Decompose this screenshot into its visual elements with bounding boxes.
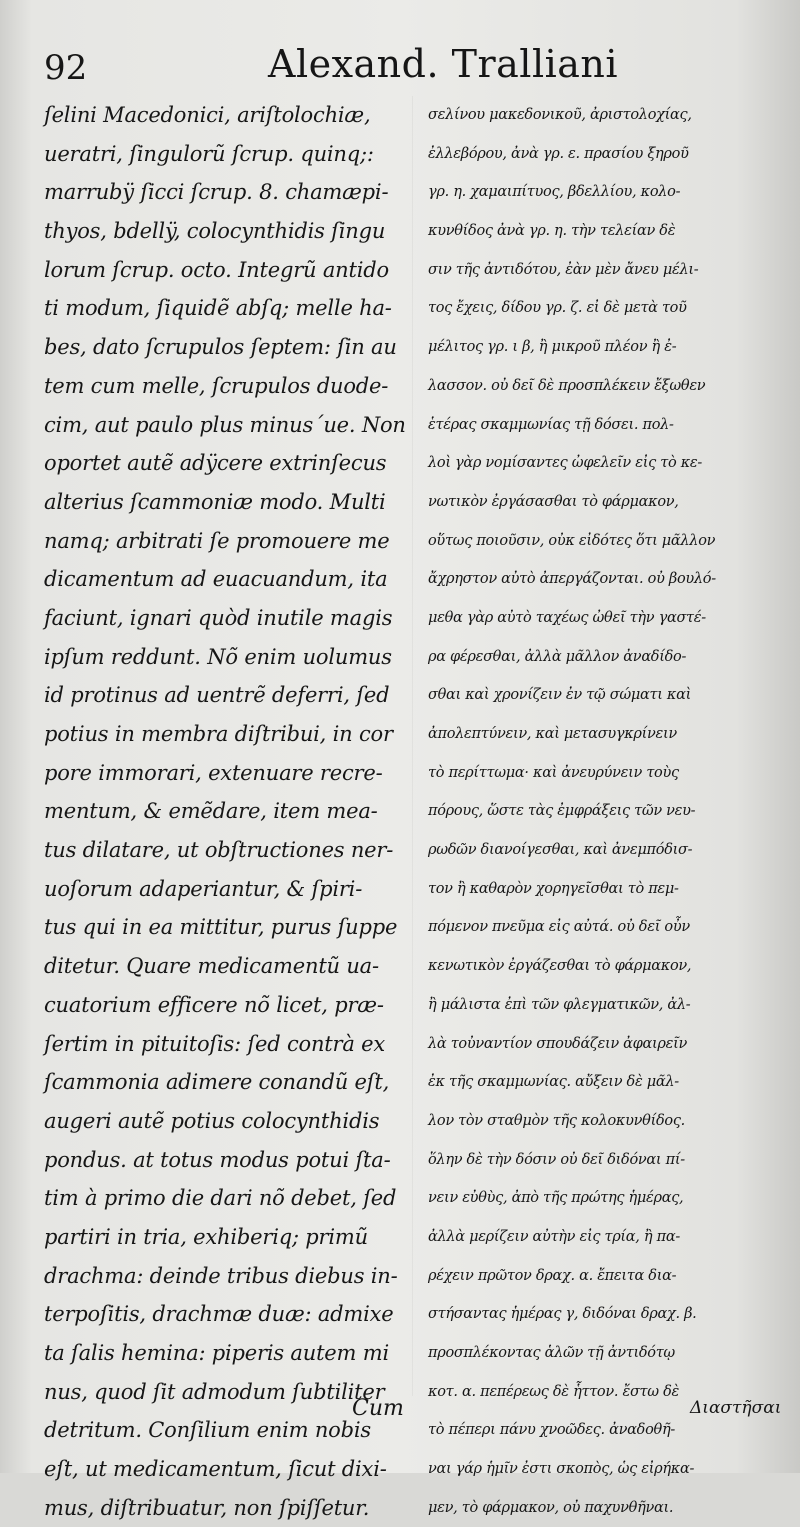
greek-text-line: λον τὸν σταθμὸν τῆς κολοκυνθίδος. [428, 1112, 685, 1129]
greek-text-line: κενωτικὸν ἐργάζεσθαι τὸ φάρμακον, [428, 958, 692, 975]
latin-text-line: oportet autẽ adÿcere extrinſecus [44, 451, 387, 476]
latin-text-line: ti modum, ſiquidẽ abſq; melle ha- [44, 296, 392, 321]
latin-text-line: detritum. Conſilium enim nobis [44, 1418, 371, 1443]
greek-text-line: προσπλέκοντας ἁλῶν τῇ ἀντιδότῳ [428, 1345, 675, 1361]
latin-text-line: bes, dato ſcrupulos ſeptem: ſin au [44, 335, 397, 360]
latin-text-line: ta ſalis hemina: piperis autem mi [44, 1341, 389, 1365]
latin-text-line: dicamentum ad euacuandum, ita [44, 567, 388, 592]
greek-text-line: τὸ πέπερι πάνυ χνοῶδες. ἀναδοθῆ- [428, 1422, 675, 1439]
greek-text-line: μεθα γὰρ αὐτὸ ταχέως ὠθεῖ τὴν γαστέ- [428, 609, 706, 626]
greek-text-line: ἀπολεπτύνειν, καὶ μετασυγκρίνειν [428, 726, 677, 742]
latin-text-line: ſertim in pituitoſis: ſed contrà ex [44, 1031, 386, 1056]
latin-text-line: lorum ſcrup. octo. Integrũ antido [44, 257, 389, 282]
latin-text-line: ueratri, ſingulorũ ſcrup. quinq;: [44, 141, 374, 166]
latin-text-line: augeri autẽ potius colocynthidis [44, 1108, 380, 1133]
latin-text-line: ditetur. Quare medicamentũ ua- [44, 954, 379, 979]
greek-text-line: σθαι καὶ χρονίζειν ἐν τῷ σώματι καὶ [428, 687, 691, 704]
greek-text-line: λὰ τοὐναντίον σπουδάζειν ἀφαιρεῖν [428, 1035, 688, 1052]
latin-text-line: partiri in tria, exhiberiq; primũ [44, 1224, 368, 1249]
latin-text-line: uoſorum adaperiantur, & ſpiri- [44, 876, 363, 901]
greek-text-line: τος ἔχεις, δίδου γρ. ζ. εἰ δὲ μετὰ τοῦ [428, 300, 687, 317]
greek-text-line: κοτ. α. πεπέρεως δὲ ἧττον. ἔστω δὲ [428, 1383, 680, 1400]
greek-text-line: λασσον. οὐ δεῖ δὲ προσπλέκειν ἔξωθεν [428, 377, 706, 394]
latin-text-line: alterius ſcammoniæ modo. Multi [44, 489, 386, 514]
greek-text-line: ναι γάρ ἡμῖν ἐστι σκοπὸς, ὡς εἰρήκα- [428, 1461, 695, 1478]
latin-catchword: Cum [352, 1396, 404, 1421]
latin-text-line: faciunt, ignari quòd inutile magis [44, 605, 393, 630]
latin-text-line: tus qui in ea mittitur, purus ſuppe [44, 915, 398, 940]
greek-catchword: Διαστῆσαι [690, 1398, 782, 1418]
greek-text-line: γρ. η. χαμαιπίτυος, βδελλίου, κολο- [428, 184, 681, 201]
greek-text-line: ἐλλεβόρου, ἀνὰ γρ. ε. πρασίου ξηροῦ [428, 145, 689, 162]
greek-text-line: σιν τῆς ἀντιδότου, ἐὰν μὲν ἄνευ μέλι- [428, 261, 699, 278]
greek-text-line: τὸ περίττωμα· καὶ ἀνευρύνειν τοὺς [428, 764, 679, 781]
latin-text-line: tim à primo die dari nõ debet, ſed [44, 1186, 397, 1211]
latin-text-line: terpoſitis, drachmæ duæ: admixe [44, 1302, 394, 1327]
greek-text-line: πόμενον πνεῦμα εἰς αὐτά. οὐ δεῖ οὖν [428, 919, 690, 936]
column-gutter [412, 96, 413, 1396]
latin-text-line: namq; arbitrati ſe promouere me [44, 528, 390, 553]
latin-text-line: cuatorium efficere nõ licet, præ- [44, 992, 384, 1017]
latin-text-line: nus, quod ſit admodum ſubtiliter [44, 1379, 385, 1404]
latin-text-line: ſelini Macedonici, ariſtolochiæ, [44, 103, 371, 127]
greek-text-line: νειν εὐθὺς, ἀπὸ τῆς πρώτης ἡμέρας, [428, 1190, 684, 1207]
latin-text-line: eſt, ut medicamentum, ſicut dixi- [44, 1457, 387, 1482]
greek-text-line: ρωδῶν διανοίγεσθαι, καὶ ἀνεμπόδισ- [428, 842, 693, 859]
greek-text-line: νωτικὸν ἐργάσασθαι τὸ φάρμακον, [428, 493, 679, 510]
running-title: Alexand. Tralliani [268, 42, 619, 86]
greek-text-line: ἢ μάλιστα ἐπὶ τῶν φλεγματικῶν, ἀλ- [428, 996, 691, 1013]
latin-text-line: tus dilatare, ut obſtructiones ner- [44, 838, 394, 863]
latin-text-line: ſcammonia adimere conandũ eſt, [44, 1070, 390, 1095]
latin-text-line: potius in membra diſtribui, in cor [44, 722, 393, 746]
greek-text-line: πόρους, ὥστε τὰς ἐμφράξεις τῶν νευ- [428, 803, 696, 820]
greek-text-line: μέλιτος γρ. ι β, ἢ μικροῦ πλέον ἢ ἐ- [428, 339, 677, 356]
latin-text-line: pore immorari, extenuare recre- [44, 760, 383, 785]
latin-text-line: id protinus ad uentrẽ deferri, ſed [44, 683, 390, 708]
latin-text-column [44, 96, 410, 1527]
latin-text-line: thyos, bdellÿ, colocynthidis ſingu [44, 219, 386, 244]
greek-text-line: τον ἢ καθαρὸν χορηγεῖσθαι τὸ πεμ- [428, 880, 679, 897]
greek-text-line: στήσαντας ἡμέρας γ, διδόναι δραχ. β. [428, 1306, 697, 1323]
latin-text-line: cim, aut paulo plus minus´ue. Non [44, 412, 406, 437]
latin-text-line: marrubÿ ſicci ſcrup. 8. chamæpi- [44, 180, 389, 205]
greek-text-column [428, 96, 788, 1527]
latin-text-line: ipſum reddunt. Nõ enim uolumus [44, 644, 392, 669]
latin-text-line: mentum, & emẽdare, item mea- [44, 799, 378, 824]
greek-text-line: μεν, τὸ φάρμακον, οὐ παχυνθῆναι. [428, 1499, 674, 1516]
greek-text-line: κυνθίδος ἀνὰ γρ. η. τὴν τελείαν δὲ [428, 223, 676, 240]
greek-text-line: λοὶ γὰρ νομίσαντες ὠφελεῖν εἰς τὸ κε- [428, 455, 702, 472]
greek-text-line: ἀλλὰ μερίζειν αὐτὴν εἰς τρία, ἢ πα- [428, 1228, 680, 1245]
latin-text-line: drachma: deinde tribus diebus in- [44, 1263, 398, 1288]
latin-text-line: pondus. at totus modus potui ſta- [44, 1147, 391, 1172]
greek-text-line: ἄχρηστον αὐτὸ ἀπεργάζονται. οὐ βουλό- [428, 571, 716, 588]
greek-text-line: ἐκ τῆς σκαμμωνίας. αὔξειν δὲ μᾶλ- [428, 1074, 679, 1091]
latin-text-line: mus, diſtribuatur, non ſpiſſetur. [44, 1495, 370, 1520]
greek-text-line: ρα φέρεσθαι, ἀλλὰ μᾶλλον ἀναδίδο- [428, 648, 687, 665]
page-header [0, 42, 800, 92]
greek-text-line: ἑτέρας σκαμμωνίας τῇ δόσει. πολ- [428, 416, 674, 433]
latin-text-line: tem cum melle, ſcrupulos duode- [44, 373, 389, 398]
greek-text-line: ρέχειν πρῶτον δραχ. α. ἔπειτα δια- [428, 1267, 677, 1284]
greek-text-line: σελίνου μακεδονικοῦ, ἀριστολοχίας, [428, 107, 692, 123]
greek-text-line: ὅλην δὲ τὴν δόσιν οὐ δεῖ διδόναι πί- [428, 1151, 685, 1168]
page-number: 92 [44, 48, 88, 88]
greek-text-line: οὕτως ποιοῦσιν, οὐκ εἰδότες ὅτι μᾶλλον [428, 532, 716, 549]
